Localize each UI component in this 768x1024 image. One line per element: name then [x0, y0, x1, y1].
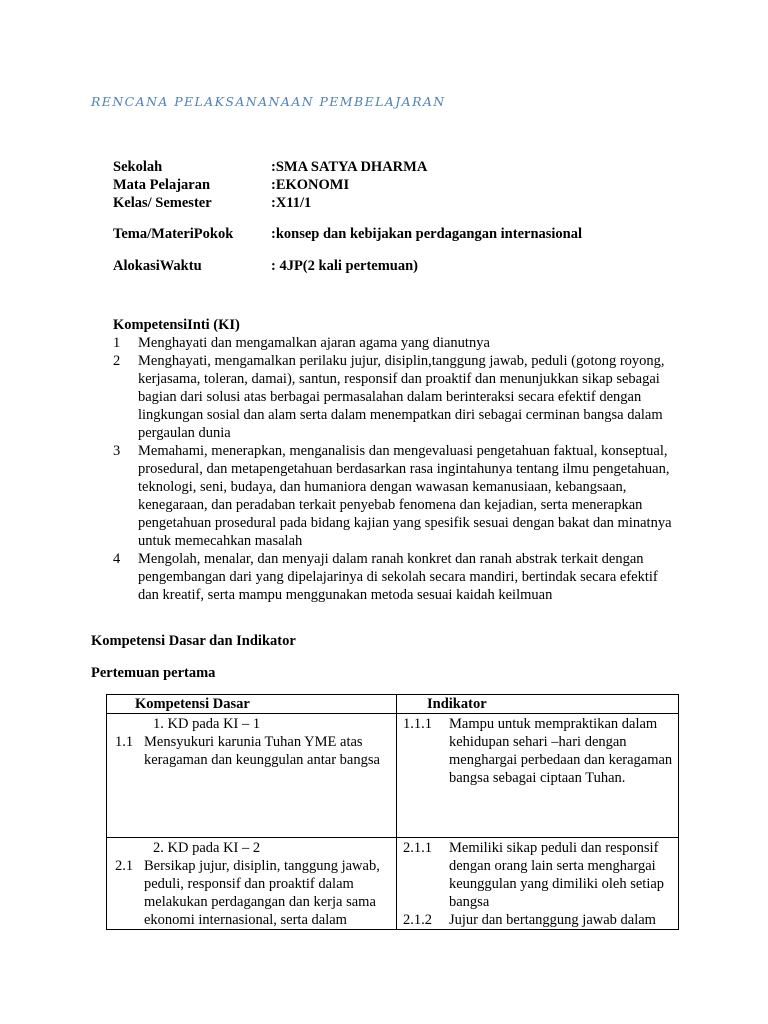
indikator-entry [403, 715, 674, 787]
kd-number: 1.1 [115, 734, 134, 750]
kd-cell [107, 714, 397, 838]
kd-number: 2.1 [115, 858, 134, 874]
kd-text: Bersikap jujur, disiplin, tanggung jawab, peduli, responsif dan proaktif dalam melakukan perdagangan dan kerja sama ekonomi internasional, serta dalam [144, 858, 380, 928]
col-header-kd: Kompetensi Dasar [107, 695, 397, 714]
mapel-label: Mata Pelajaran [113, 177, 211, 193]
kd-cell [107, 838, 397, 930]
kd-entry [115, 733, 392, 769]
ki-item-number: 3 [113, 443, 121, 459]
indikator-text: Memiliki sikap peduli dan responsif dengan orang lain serta menghargai keunggulan yang dimiliki oleh setiap bangsa [449, 840, 665, 910]
kelas-label: Kelas/ Semester [113, 195, 212, 211]
kd-group-heading: 1. KD pada KI – 1 [153, 716, 261, 732]
ki-item-text: Menghayati dan mengamalkan ajaran agama yang dianutnya [138, 335, 490, 351]
ki-item-number: 2 [113, 353, 121, 369]
col-header-indikator: Indikator [397, 695, 679, 714]
ki-item-text: Memahami, menerapkan, menganalisis dan mengevaluasi pengetahuan faktual, konseptual, prosedural, dan metapengetahuan berdasarkan rasa ingintahunya tentang ilmu pengetahuan, teknologi, seni, budaya, dan humaniora dengan wawasan kemanusiaan, kebangsaan, kenegaraan, dan peradaban terkait penyebab fenomena dan kejadian, serta menerapkan pengetahuan prosedural pada bidang kajian yang spesifik sesuai dengan bakat dan minatnya untuk memecahkan masalah [138, 443, 672, 549]
alokasi-value: : 4JP(2 kali pertemuan) [271, 258, 418, 274]
kd-entry [115, 857, 392, 929]
ki-item [113, 334, 673, 352]
indikator-number: 2.1.2 [403, 912, 432, 928]
ki-item-text: Menghayati, mengamalkan perilaku jujur, disiplin,tanggung jawab, peduli (gotong royong, kerjasama, toleran, damai), santun, responsif dan proaktif dan menunjukkan sikap sebagai bagian dari solusi atas berbagai permasalahan dalam berinteraksi secara efektif dengan lingkungan sosial dan alam serta dalam menempatkan diri sebagai cerminan bangsa dalam pergaulan dunia [138, 353, 665, 441]
mapel-value: :EKONOMI [271, 177, 350, 193]
ki-item-number: 4 [113, 551, 121, 567]
kd-text: Mensyukuri karunia Tuhan YME atas keragaman dan keunggulan antar bangsa [144, 734, 380, 768]
indikator-text: Jujur dan bertanggung jawab dalam [449, 912, 656, 928]
indikator-number: 1.1.1 [403, 716, 432, 732]
ki-item-text: Mengolah, menalar, dan menyaji dalam ranah konkret dan ranah abstrak terkait dengan pengembangan dari yang dipelajarinya di sekolah secara mandiri, bertindak secara efektif dan kreatif, serta mampu menggunakan metoda sesuai kaidah keilmuan [138, 551, 658, 603]
ki-title: KompetensiInti (KI) [113, 317, 240, 333]
pertemuan-heading: Pertemuan pertama [91, 665, 216, 681]
ki-item-number: 1 [113, 335, 121, 351]
table-header-row [107, 695, 679, 714]
table-row [107, 838, 679, 930]
ki-item [113, 352, 673, 442]
kd-table [106, 694, 679, 930]
kelas-value: :X11/1 [271, 195, 312, 211]
page-title: RENCANA PELAKSANANAAN PEMBELAJARAN [91, 94, 446, 109]
sekolah-label: Sekolah [113, 159, 163, 175]
indikator-entry [403, 839, 674, 911]
ki-list [113, 334, 673, 604]
table-row [107, 714, 679, 838]
ki-item [113, 442, 673, 550]
kd-indikator-heading: Kompetensi Dasar dan Indikator [91, 633, 296, 649]
tema-label: Tema/MateriPokok [113, 226, 234, 242]
alokasi-label: AlokasiWaktu [113, 258, 202, 274]
indikator-cell [397, 838, 679, 930]
sekolah-value: :SMA SATYA DHARMA [271, 159, 428, 175]
indikator-number: 2.1.1 [403, 840, 432, 856]
indikator-text: Mampu untuk mempraktikan dalam kehidupan sehari –hari dengan menghargai perbedaan dan keragaman bangsa sebagai ciptaan Tuhan. [449, 716, 673, 786]
indikator-cell [397, 714, 679, 838]
ki-item [113, 550, 673, 604]
kd-group-heading: 2. KD pada KI – 2 [153, 840, 261, 856]
tema-value: :konsep dan kebijakan perdagangan internasional [271, 226, 583, 242]
indikator-entry [403, 911, 674, 929]
